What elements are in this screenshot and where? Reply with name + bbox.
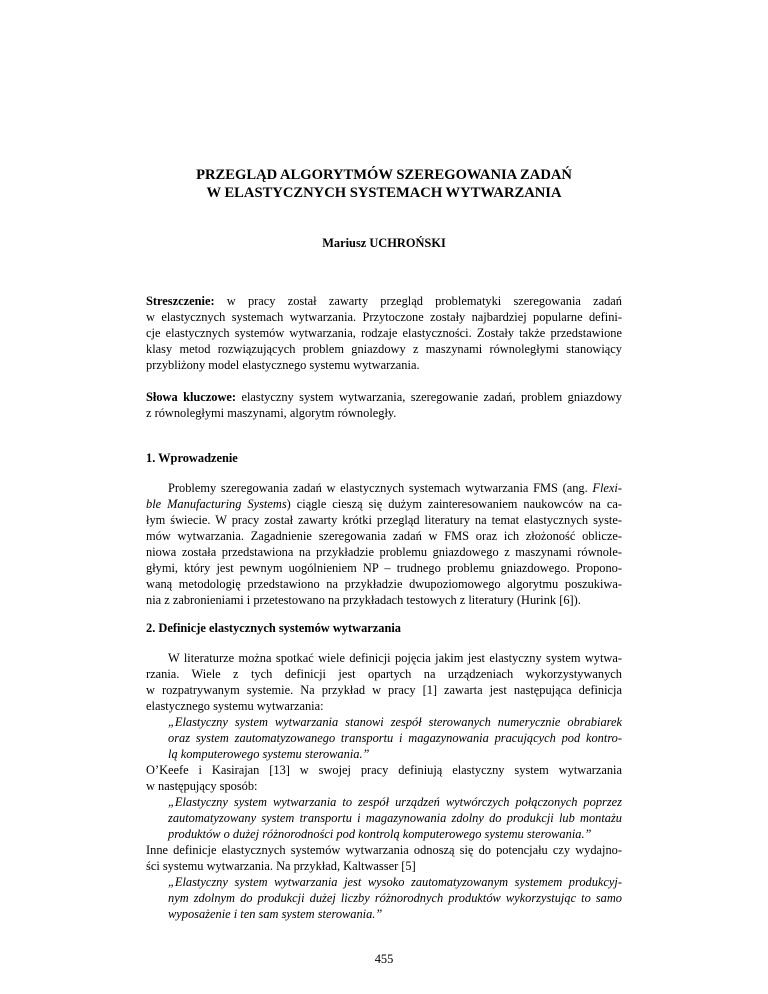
- section2-body: [146, 650, 622, 922]
- section-heading-2: 2. Definicje elastycznych systemów wytwarzania: [146, 621, 401, 635]
- title-line-2: W ELASTYCZNYCH SYSTEMACH WYTWARZANIA: [206, 185, 562, 201]
- author-name: Mariusz UCHROŃSKI: [322, 236, 446, 250]
- abstract-line: cje elastycznych systemów wytwarzania, rodzaje elastyczności. Zostały także przedstawione: [146, 326, 622, 340]
- keywords-line: z równoległymi maszynami, algorytm równoległy.: [146, 406, 397, 420]
- title-line-1: PRZEGLĄD ALGORYTMÓW SZEREGOWANIA ZADAŃ: [196, 167, 572, 183]
- paragraph-line: nia z zabronieniami i przetestowano na przykładach testowych z literatury (Hurink [6]).: [146, 593, 581, 607]
- keywords: [146, 389, 622, 421]
- abstract-line: Streszczenie: w pracy został zawarty przegląd problematyki szeregowania zadań: [146, 294, 622, 308]
- quote-line: zautomatyzowany system transportu i magazynowania zdolny do produkcji lub montażu: [168, 811, 622, 825]
- paragraph-line: Inne definicje elastycznych systemów wytwarzania odnoszą się do potencjału czy wydajno-: [146, 843, 622, 857]
- quote-line: lą komputerowego systemu sterowania.”: [168, 747, 370, 761]
- quote-line: produktów o dużej różnorodności pod kontrolą komputerowego systemu sterowania.”: [168, 827, 592, 841]
- paragraph-line: niowa została przedstawiona na przykładzie problemu gniazdowego z maszynami równole-: [146, 545, 622, 559]
- paragraph-line: ble Manufacturing Systems) ciągle cieszą się dużym zainteresowaniem naukowców na ca-: [146, 497, 623, 511]
- paper-title: [146, 166, 622, 202]
- keywords-label: Słowa kluczowe:: [146, 390, 237, 404]
- abstract: [146, 293, 622, 373]
- quote-line: wyposażenie i ten sam system sterowania.”: [168, 907, 383, 921]
- paragraph-line: łym świecie. W pracy został zawarty krótki przegląd literatury na temat elastycznych syste-: [146, 513, 622, 527]
- paragraph-line: mów wytwarzania. Zagadnienie szeregowania zadań w FMS oraz ich złożoność oblicze-: [146, 529, 622, 543]
- paragraph-line: głymi, który jest pewnym uogólnieniem NP – trudnego problemu gniazdowego. Propono-: [146, 561, 622, 575]
- abstract-line: klasy metod rozwiązujących problem gniazdowy z maszynami równoległymi stanowiący: [146, 342, 622, 356]
- abstract-label: Streszczenie:: [146, 294, 215, 308]
- paragraph-line: rzania. Wiele z tych definicji jest opartych na urządzeniach wykorzystywanych: [146, 667, 622, 681]
- quote-line: oraz system zautomatyzowanego transportu i magazynowania pracujących pod kontro-: [168, 731, 622, 745]
- keywords-line: Słowa kluczowe: elastyczny system wytwarzania, szeregowanie zadań, problem gniazdowy: [146, 390, 622, 404]
- paragraph-line: w następujący sposób:: [146, 779, 258, 793]
- section1-paragraph: [146, 480, 622, 608]
- page-number: 455: [374, 952, 394, 966]
- abstract-line: w elastycznych systemach wytwarzania. Przytoczone zostały najbardziej popularne defini-: [146, 310, 622, 324]
- quote-line: „Elastyczny system wytwarzania stanowi zespół sterowanych numerycznie obrabiarek: [168, 715, 622, 729]
- quote-line: nym zdolnym do produkcji dużej liczby różnorodnych produktów wykorzystując to samo: [168, 891, 622, 905]
- section-heading-1: 1. Wprowadzenie: [146, 451, 238, 465]
- paragraph-line: O’Keefe i Kasirajan [13] w swojej pracy definiują elastyczny system wytwarzania: [146, 763, 622, 777]
- paragraph-line: W literaturze można spotkać wiele definicji pojęcia jakim jest elastyczny system wytwa-: [168, 651, 622, 665]
- quote-line: „Elastyczny system wytwarzania jest wysoko zautomatyzowanym systemem produkcyj-: [168, 875, 622, 889]
- paragraph-line: w rozpatrywanym systemie. Na przykład w pracy [1] zawarta jest następująca definicja: [146, 683, 622, 697]
- paragraph-line: elastycznego systemu wytwarzania:: [146, 699, 324, 713]
- paragraph-line: Problemy szeregowania zadań w elastycznych systemach wytwarzania FMS (ang. Flexi-: [168, 481, 622, 495]
- paragraph-line: waną metodologię przedstawiono na przykładzie dwupoziomowego algorytmu poszukiwa-: [146, 577, 622, 591]
- quote-line: „Elastyczny system wytwarzania to zespół urządzeń wytwórczych połączonych poprzez: [168, 795, 622, 809]
- paragraph-line: ści systemu wytwarzania. Na przykład, Kaltwasser [5]: [146, 859, 416, 873]
- abstract-line: przybliżony model elastycznego systemu wytwarzania.: [146, 358, 420, 372]
